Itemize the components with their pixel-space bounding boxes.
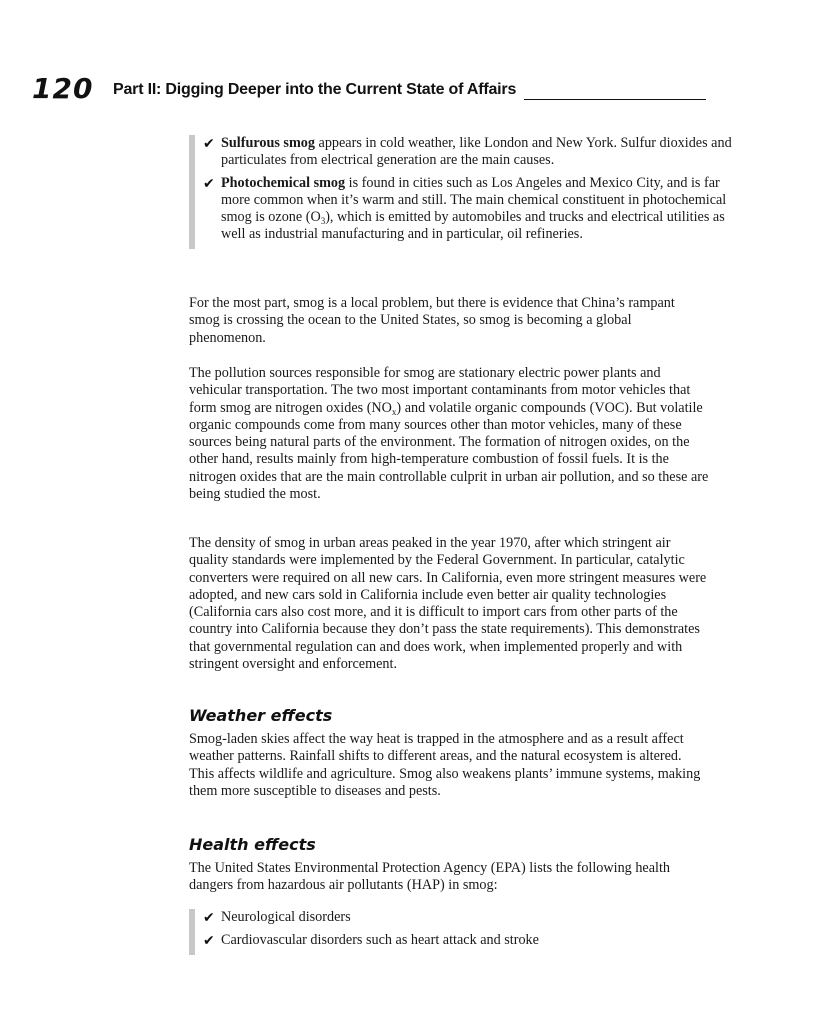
bullet-text: is found in cities such as Los Angeles and Mexico City, and is far more common when it’s warm and still. The main chemical constituent in photochemical smog is ozone (O [221,175,727,225]
bullet-text: ), which is emitted by automobiles and trucks and electrical utilities as well as industrial manufacturing and in particular, oil refineries. [221,209,725,242]
page-number: 120 [32,72,94,105]
smog-types-list [189,135,733,249]
subscript: 3 [320,216,326,226]
paragraph: The United States Environmental Protection Agency (EPA) lists the following health dangers from hazardous air pollutants (HAP) in smog: [189,860,670,894]
section-heading: Weather effects [189,706,333,725]
list-item [203,175,733,243]
check-icon: ✔ [203,933,215,949]
health-effects-list [189,909,733,955]
paragraph: The density of smog in urban areas peaked in the year 1970, after which stringent air quality standards were implemented by the Federal Government. In particular, catalytic converters were required on all new cars. In California, even more stringent measures were adopted, and new cars sold in California include even better air quality technologies (California cars also cost more, and it is difficult to import cars from other parts of the country into California because they don’t pass the state requirements). This demonstrates that governmental regulation can and does work, when implemented properly and with stringent oversight and enforcement. [189,535,707,673]
header-rule [524,99,706,100]
running-header [0,70,816,110]
list-item [203,909,733,926]
check-icon: ✔ [203,136,215,152]
paragraph: Smog-laden skies affect the way heat is trapped in the atmosphere and as a result affect weather patterns. Rainfall shifts to different areas, and the natural ecosystem is altered. This affects wildlife and agriculture. Smog also weakens plants’ immune systems, making them more susceptible to diseases and pests. [189,731,701,799]
bullet-text: Cardiovascular disorders such as heart attack and stroke [221,932,539,948]
bullet-text: appears in cold weather, like London and New York. Sulfur dioxides and particulates from electrical generation are the main causes. [221,135,732,168]
list-item [203,135,733,169]
bullet-term: Photochemical smog [221,175,346,191]
list-item [203,932,733,949]
paragraph-text: ) and volatile organic compounds (VOC). But volatile organic compounds come from many sources other than motor vehicles, many of these sources being natural parts of the environment. The formation of nitrogen oxides, on the other hand, results mainly from high-temperature combustion of fossil fuels. It is the nitrogen oxides that are the main controllable culprit in urban air pollution, and so these are being studied the most. [189,399,709,503]
check-icon: ✔ [203,176,215,192]
bullet-term: Sulfurous smog [221,135,315,151]
section-heading: Health effects [189,835,316,854]
paragraph: For the most part, smog is a local problem, but there is evidence that China’s rampant smog is crossing the ocean to the United States, so smog is becoming a global phenomenon. [189,295,675,346]
paragraph [189,365,709,503]
subscript: x [391,406,397,417]
bullet-text: Neurological disorders [221,909,351,925]
part-title: Part II: Digging Deeper into the Current State of Affairs [113,81,517,98]
paragraph-text: The pollution sources responsible for smog are stationary electric power plants and vehicular transportation. The two most important contaminants from motor vehicles that form smog are nitrogen oxides (NO [189,365,691,416]
check-icon: ✔ [203,910,215,926]
